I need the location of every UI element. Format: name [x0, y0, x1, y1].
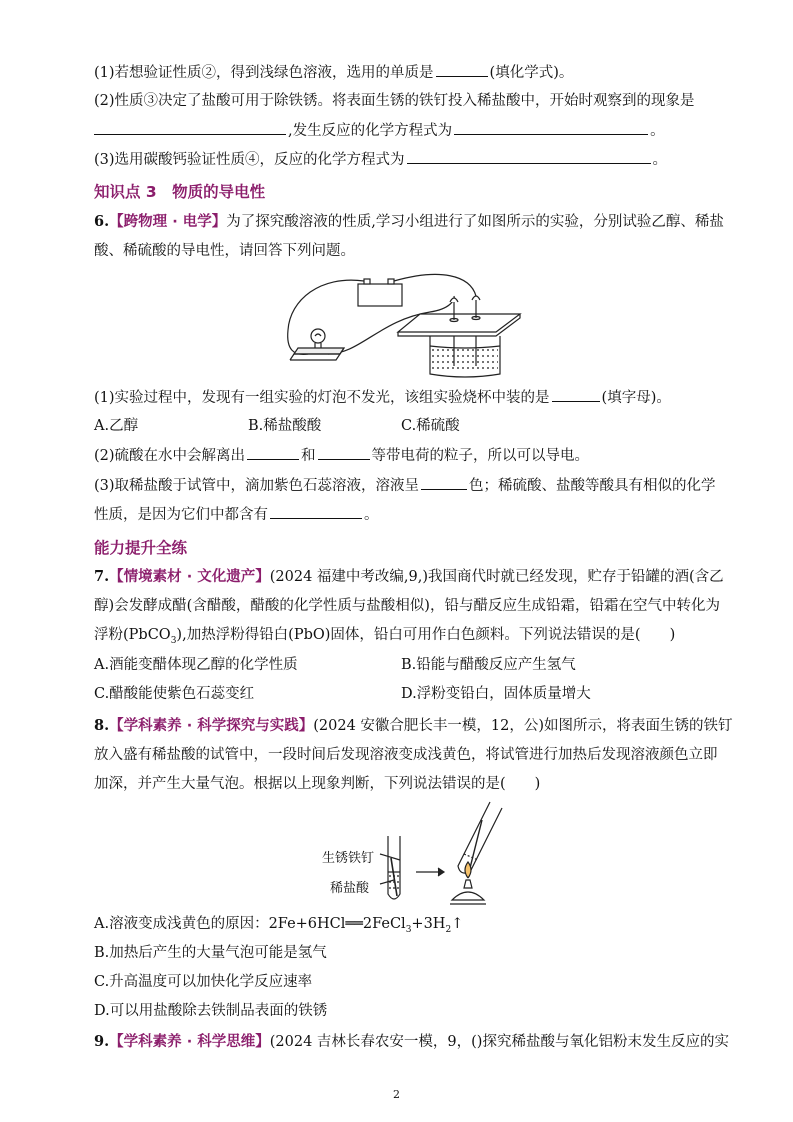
- q6-option-a[interactable]: A.乙醇: [94, 418, 139, 434]
- page-number: 2: [393, 1088, 400, 1101]
- q6-part2: (2)硫酸在水中会解离出 和 等带电荷的粒子，所以可以导电。: [94, 445, 714, 466]
- battery-icon: [358, 279, 402, 306]
- answer-blank[interactable]: [436, 62, 488, 77]
- q6-part3: (3)取稀盐酸于试管中，滴加紫色石蕊溶液，溶液呈 色；稀硫酸、盐酸等酸具有相似的化学: [94, 475, 714, 496]
- q6-option-b[interactable]: B.稀盐酸酸: [248, 418, 322, 434]
- question-tag: 【情境素材 · 文化遗产】: [109, 569, 270, 585]
- q6-option-c[interactable]: C.稀硫酸: [401, 418, 460, 434]
- q8-option-b[interactable]: B.加热后产生的大量气泡可能是氢气: [94, 945, 327, 961]
- answer-blank[interactable]: [94, 120, 286, 135]
- answer-blank[interactable]: [407, 149, 651, 164]
- question-tag: 【跨物理 · 电学】: [109, 214, 227, 230]
- light-bulb-icon: [290, 329, 344, 360]
- q8-stem: 8.【学科素养 · 科学探究与实践】(2024 安徽合肥长丰一模，12，公)如图所示，将表面生锈的铁钉: [94, 717, 733, 734]
- q7-option-c[interactable]: C.醋酸能使紫色石蕊变红: [94, 686, 255, 702]
- q5-part3: (3)选用碳酸钙验证性质④，反应的化学方程式为 。: [94, 149, 714, 170]
- q8-stem-cont: 放入盛有稀盐酸的试管中，一段时间后发现溶液变成浅黄色，将试管进行加热后发现溶液颜色立即: [94, 747, 718, 763]
- q9-stem: 9.【学科素养 · 科学思维】(2024 吉林长春农安一模，9，()探究稀盐酸与氧化铝粉末发生反应的实: [94, 1033, 729, 1050]
- q7-stem-cont: 醇)会发酵成醋(含醋酸，醋酸的化学性质与盐酸相似)，铅与醋反应生成铅霜，铅霜在空气中转化为: [94, 598, 720, 614]
- question-tag: 【学科素养 · 科学思维】: [109, 1034, 270, 1050]
- q5-part2: (2)性质③决定了盐酸可用于除铁锈。将表面生锈的铁钉投入稀盐酸中，开始时观察到的现象是: [94, 93, 695, 109]
- figure-label-nail: 生锈铁钉: [322, 851, 375, 866]
- test-tube-icon: [388, 836, 400, 899]
- section-heading: 知识点 3 物质的导电性: [94, 183, 266, 201]
- q8-option-a[interactable]: A.溶液变成浅黄色的原因：$2Fe+6HCl══2FeCl_3+3H_2↑$: [94, 916, 464, 935]
- conductivity-apparatus-figure: [280, 270, 540, 378]
- answer-blank[interactable]: [270, 504, 362, 519]
- test-tube-heating-figure: [378, 800, 528, 908]
- arrow-right-icon: [416, 868, 444, 876]
- answer-blank[interactable]: [454, 120, 648, 135]
- q8-stem-cont2: 加深，并产生大量气泡。根据以上现象判断，下列说法错误的是( ): [94, 776, 541, 792]
- answer-blank[interactable]: [421, 475, 467, 490]
- q5-part2-answer: ,发生反应的化学方程式为 。: [94, 120, 714, 141]
- q8-option-d[interactable]: D.可以用盐酸除去铁制品表面的铁锈: [94, 1003, 328, 1019]
- q6-stem-cont: 酸、稀硫酸的导电性，请回答下列问题。: [94, 243, 355, 259]
- q5-part1: (1)若想验证性质②，得到浅绿色溶液，选用的单质是 (填化学式)。: [94, 62, 714, 83]
- q7-option-a[interactable]: A.酒能变醋体现乙醇的化学性质: [94, 657, 298, 673]
- section-heading: 能力提升全练: [94, 539, 188, 557]
- answer-blank[interactable]: [318, 445, 370, 460]
- q8-option-c[interactable]: C.升高温度可以加快化学反应速率: [94, 974, 313, 990]
- figure-label-acid: 稀盐酸: [330, 881, 370, 896]
- answer-blank[interactable]: [247, 445, 299, 460]
- q7-stem: 7.【情境素材 · 文化遗产】(2024 福建中考改编,9,)我国商代时就已经发现，贮存于铅罐的酒(含乙: [94, 568, 724, 585]
- q7-stem-cont2: 浮粉(PbCO$_3$),加热浮粉得铅白(PbO)固体，铅白可用作白色颜料。下列说法错误的是( ): [94, 627, 676, 646]
- question-tag: 【学科素养 · 科学探究与实践】: [109, 718, 314, 734]
- q7-option-b[interactable]: B.铅能与醋酸反应产生氢气: [401, 657, 576, 673]
- answer-blank[interactable]: [552, 387, 600, 402]
- q6-stem: 6.【跨物理 · 电学】为了探究酸溶液的性质,学习小组进行了如图所示的实验，分别试验乙醇、稀盐: [94, 213, 724, 230]
- heated-tube-icon: [458, 802, 502, 873]
- q7-option-d[interactable]: D.浮粉变铅白，固体质量增大: [401, 686, 591, 702]
- beaker-icon: [430, 336, 500, 377]
- alcohol-lamp-icon: [450, 862, 486, 904]
- q6-part1: (1)实验过程中，发现有一组实验的灯泡不发光，该组实验烧杯中装的是 (填字母)。: [94, 387, 714, 408]
- q6-part3-cont: 性质，是因为它们中都含有 。: [94, 504, 714, 525]
